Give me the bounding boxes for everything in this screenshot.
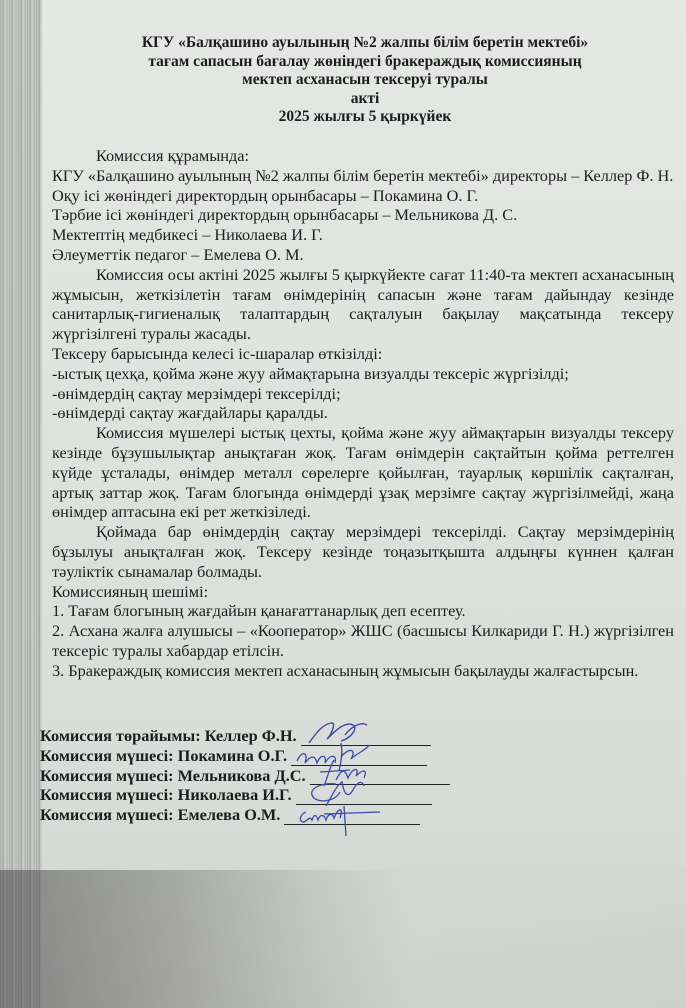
signature-label: Комиссия мүшесі: Емелева О.М. — [40, 805, 281, 825]
header-line-1: КГУ «Балқашино ауылының №2 жалпы білім беретін мектебі» — [141, 34, 589, 51]
decision-title: Комиссияның шешімі: — [52, 581, 209, 601]
signature-label: Комиссия мүшесі: Покамина О.Г. — [40, 745, 288, 765]
signature-label: Комиссия төрайымы: Келлер Ф.Н. — [40, 726, 297, 745]
paragraph-findings: Комиссия мүшелері ыстық цехты, қойма және жуу аймақтарын визуалды тексеру кезінде бұзушылықтар анықтаған жоқ. Тағам өнімдерін сақтайтын қойма реттелген күйде ұсталады, өнімдер металл сөрелерге қойылған, тауарлық көршілік сақталған, артық заттар жоқ. Тағам блогында өнімдерді ұзақ мерзімге сақтау жүргізілмейді, жаңа өнімдер аптасына екі рет жеткізіледі. — [52, 423, 674, 522]
signature-block — [40, 726, 560, 825]
handwritten-signature — [284, 796, 384, 838]
decision-item: 1. Тағам блогының жағдайын қанағаттанарлық деп есептеу. — [52, 601, 466, 621]
activity-item: -өнімдерді сақтау жағдайлары қаралды. — [52, 403, 328, 423]
activity-item: -ыстық цехқа, қойма және жуу аймақтарына визуалды тексеріс жүргізілді; — [52, 363, 569, 383]
header-line-3: мектеп асханасын тексеруі туралы — [242, 71, 488, 88]
decision-item: 3. Бракераждық комиссия мектеп асханасының жұмысын бақылауды жалғастырсын. — [52, 660, 639, 680]
signature-line — [284, 810, 420, 825]
member-deputy-upbringing: Тәрбие ісі жөніндегі директордың орынбасары – Мельникова Д. С. — [52, 205, 518, 225]
member-deputy-academic: Оқу ісі жөніндегі директордың орынбасары – Покамина О. Г. — [52, 185, 479, 205]
signature-row — [40, 746, 560, 766]
signature-label: Комиссия мүшесі: Мельникова Д.С. — [40, 765, 306, 785]
document-header — [60, 34, 670, 127]
document-body — [52, 146, 674, 681]
header-line-4: акті — [350, 89, 380, 107]
decision-item: 2. Асхана жалға алушысы – «Кооператор» ЖШС (басшысы Килкариди Г. Н.) жүргізілген тексеріс туралы хабардар етілсін. — [52, 621, 674, 660]
signature-label: Комиссия мүшесі: Николаева И.Г. — [40, 785, 292, 805]
paragraph-expiry-check: Қоймада бар өнімдердің сақтау мерзімдері тексерілді. Сақтау мерзімдерінің бұзылуы анықталған жоқ. Тексеру кезінде тоңазытқышта алдыңғы күннен қалған тәуліктік сынамалар болмады. — [52, 522, 674, 581]
signature-row — [40, 805, 560, 825]
document-date: 2025 жылғы 5 қыркүйек — [278, 108, 452, 125]
composition-intro: Комиссия құрамында: — [96, 146, 250, 165]
photo-shadow — [0, 870, 686, 1008]
scan-edge-shadow — [0, 0, 42, 1008]
paragraph-purpose: Комиссия осы актіні 2025 жылғы 5 қыркүйекте сағат 11:40-та мектеп асханасының жұмысын, жеткізілетін тағам өнімдерінің сапасын және тағам дайындау кезінде санитарлық-гигиеналық талаптардың сақталуын бақылау мақсатында тексеру жүргізілгені туралы жасады. — [52, 264, 674, 344]
activity-item: -өнімдердің сақтау мерзімдері тексерілді; — [52, 383, 341, 403]
header-line-2: тағам сапасын бағалау жөніндегі бракераждық комиссияның — [148, 52, 582, 70]
member-nurse: Мектептің медбикесі – Николаева И. Г. — [52, 225, 323, 245]
activities-intro: Тексеру барысында келесі іс-шаралар өткізілді: — [52, 343, 383, 363]
member-director: КГУ «Балқашино ауылының №2 жалпы білім беретін мектебі» директоры – Келлер Ф. Н. — [52, 165, 674, 185]
member-social-pedagogue: Әлеуметтік педагог – Емелева О. М. — [52, 244, 304, 264]
